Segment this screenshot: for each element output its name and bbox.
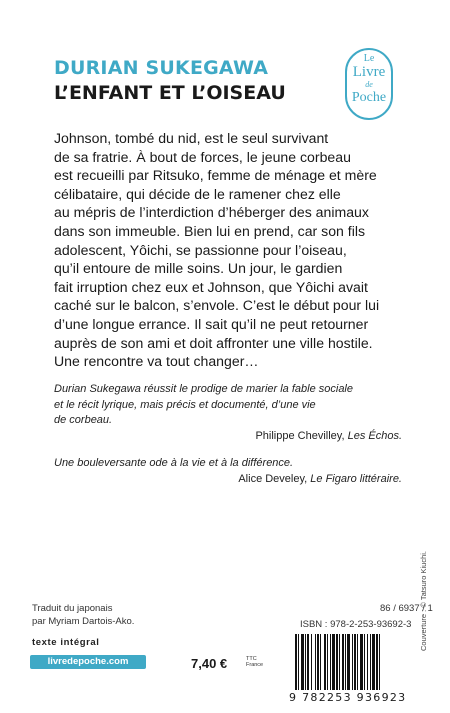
translation-credit	[32, 602, 134, 628]
price-note	[246, 656, 263, 668]
quote-line: Une bouleversante ode à la vie et à la différence.	[54, 457, 294, 469]
website-badge: livredepoche.com	[30, 655, 146, 669]
logo-de: de	[365, 80, 373, 89]
summary-line: auprès de son ami et doit affronter une ville hostile.	[54, 334, 373, 351]
press-quote-le-figaro	[54, 456, 402, 487]
summary-line: Une rencontre va tout changer…	[54, 353, 259, 370]
summary-line: au mépris de l’interdiction d’héberger des animaux	[54, 204, 369, 221]
summary-line: d’une longue errance. Il sait qu’il ne peut retourner	[54, 315, 369, 332]
texte-integral-label: texte intégral	[32, 637, 100, 648]
summary-line: dans son immeuble. Bien lui en prend, car son fils	[54, 222, 366, 239]
le-livre-de-poche-logo	[345, 48, 393, 120]
barcode-digits: 9 782253 936923	[289, 691, 407, 704]
summary-line: fait irruption chez eux et Johnson, que Yôichi avait	[54, 278, 368, 295]
press-quote-les-echos	[54, 382, 402, 444]
cover-credit: Couverture : © Tatsuro Kiuchi.	[419, 550, 428, 651]
price-note-france: France	[246, 662, 264, 668]
quote-source-name: Philippe Chevilley,	[255, 429, 348, 442]
price: 7,40 €	[191, 656, 228, 671]
translation-line-2: par Myriam Dartois-Ako.	[32, 616, 135, 627]
quote-source-publication: Les Échos.	[347, 429, 402, 442]
barcode-icon	[293, 634, 411, 694]
author-name: DURIAN SUKEGAWA	[54, 57, 269, 79]
quote-source-publication: Le Figaro littéraire.	[310, 472, 402, 485]
price-note-ttc: TTC	[246, 656, 257, 662]
summary-line: célibataire, qui décide de le ramener chez elle	[54, 185, 341, 202]
summary-line: caché sur le balcon, s’envole. C’est le début pour lui	[54, 297, 380, 314]
logo-poche: Poche	[351, 90, 387, 105]
quote-line: Durian Sukegawa réussit le prodige de marier la fable sociale	[54, 383, 353, 395]
translation-line-1: Traduit du japonais	[32, 603, 113, 614]
summary-line: de sa fratrie. À bout de forces, le jeune corbeau	[54, 148, 351, 165]
summary-line: adolescent, Yôichi, se passionne pour l’oiseau,	[54, 241, 347, 258]
summary-line: qu’il entoure de mille soins. Un jour, le gardien	[54, 260, 343, 277]
summary-line: est recueilli par Ritsuko, femme de ménage et mère	[54, 167, 377, 184]
summary-line: Johnson, tombé du nid, est le seul survivant	[54, 130, 329, 146]
quote-line: et le récit lyrique, mais précis et documenté, d’une vie	[54, 398, 316, 411]
logo-le: Le	[363, 53, 375, 64]
isbn-number: ISBN : 978-2-253-93692-3	[300, 619, 412, 630]
quote-source-name: Alice Develey,	[238, 472, 311, 485]
logo-livre: Livre	[352, 64, 386, 80]
quote-source	[54, 472, 402, 488]
quote-source	[54, 429, 402, 445]
catalog-code: 86 / 6937 / 1	[380, 603, 433, 614]
quote-line: de corbeau.	[54, 414, 113, 427]
book-title: L’ENFANT ET L’OISEAU	[54, 82, 286, 104]
book-summary	[54, 129, 404, 371]
